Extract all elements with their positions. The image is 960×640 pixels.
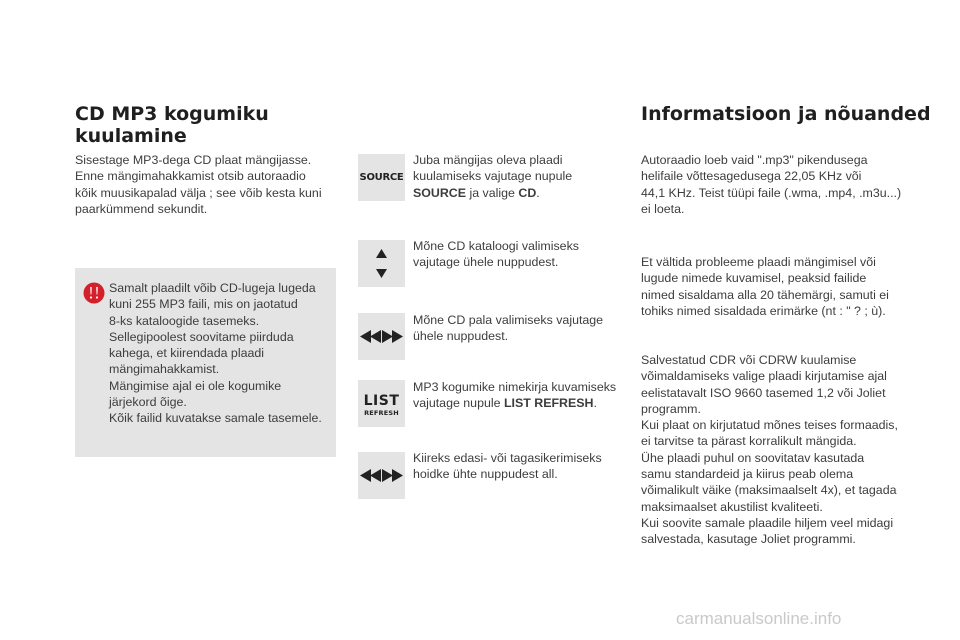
arrow-up-icon[interactable] xyxy=(376,249,387,258)
refresh-button-label: REFRESH xyxy=(364,409,399,417)
track-select-description: Mõne CD pala valimiseks vajutage ühele nuppudest. xyxy=(413,313,604,344)
folder-updown-buttons[interactable] xyxy=(358,240,405,287)
source-description: Juba mängijas oleva plaadi kuulamiseks vajutage nupule SOURCE ja valige CD. xyxy=(413,153,573,200)
section-title-cd-mp3: CD MP3 kogumiku kuulamine xyxy=(75,103,269,147)
arrow-down-icon[interactable] xyxy=(376,269,387,278)
fast-forward-icon[interactable] xyxy=(382,330,403,343)
fast-wind-buttons[interactable] xyxy=(358,452,405,499)
warning-text: Samalt plaadilt võib CD-lugeja lugeda kuni 255 MP3 faili, mis on jaotatud 8-ks kataloogide tasemeks. Sellegipoolest soovitame piirduda kahega, et kiirendada plaadi mängimahakkamist. Mängimise ajal ei ole kogumike järjekord õige. Kõik failid kuvatakse samale tasemele. xyxy=(109,281,322,426)
fast-backward-icon[interactable] xyxy=(360,330,381,343)
info-paragraph-formats: Autoraadio loeb vaid ".mp3" pikendusega helifaile võttesagedusega 22,05 KHz või 44,1 KHz. Teist tüüpi faile (.wma, .mp4, .m3u...) ei loeta. xyxy=(641,153,902,216)
warning-icon xyxy=(83,282,105,304)
fast-wind-description: Kiireks edasi- või tagasikerimiseks hoidke ühte nuppudest all. xyxy=(413,451,602,482)
forward-icon[interactable] xyxy=(382,469,403,482)
list-refresh-button[interactable] xyxy=(358,380,405,427)
rewind-icon[interactable] xyxy=(360,469,381,482)
source-button-label: SOURCE xyxy=(359,172,404,183)
list-refresh-description: MP3 kogumike nimekirja kuvamiseks vajutage nupule LIST REFRESH. xyxy=(413,380,617,411)
info-paragraph-recording: Salvestatud CDR või CDRW kuulamise võimaldamiseks valige plaadi kirjutamise ajal eelistatavalt ISO 9660 tasemed 1,2 või Joliet programm. Kui plaat on kirjutatud mõnes teises formaadis, ei tarvitse ta pärast korralikult mängida. Ühe plaadi puhul on soovitatav kasutada samu standardeid ja kiirus peab olema võimalikult väike (maksimaalselt 4x), et tagada maksimaalset akustilist kvaliteeti. Kui soovite samale plaadile hiljem veel midagi salvestada, kasutage Joliet programmi. xyxy=(641,353,898,547)
intro-paragraph: Sisestage MP3-dega CD plaat mängijasse. Enne mängimahakkamist otsib autoraadio kõik muusikapalad välja ; see võib kesta kuni paarkümmend sekundit. xyxy=(75,153,322,216)
section-title-info: Informatsioon ja nõuanded xyxy=(641,103,931,125)
list-button-label: LIST xyxy=(363,393,400,409)
warning-box xyxy=(75,268,336,457)
source-button[interactable] xyxy=(358,154,405,201)
info-paragraph-filenames: Et vältida probleeme plaadi mängimisel või lugude nimede kuvamisel, peaksid failide nimed sisaldama alla 20 tähemärgi, samuti ei tohiks nimed sisaldada erimärke (nt : " ? ; ù). xyxy=(641,255,889,318)
folder-select-description: Mõne CD kataloogi valimiseks vajutage ühele nuppudest. xyxy=(413,239,579,270)
watermark: carmanualsonline.info xyxy=(676,609,842,628)
track-select-buttons[interactable] xyxy=(358,313,405,360)
